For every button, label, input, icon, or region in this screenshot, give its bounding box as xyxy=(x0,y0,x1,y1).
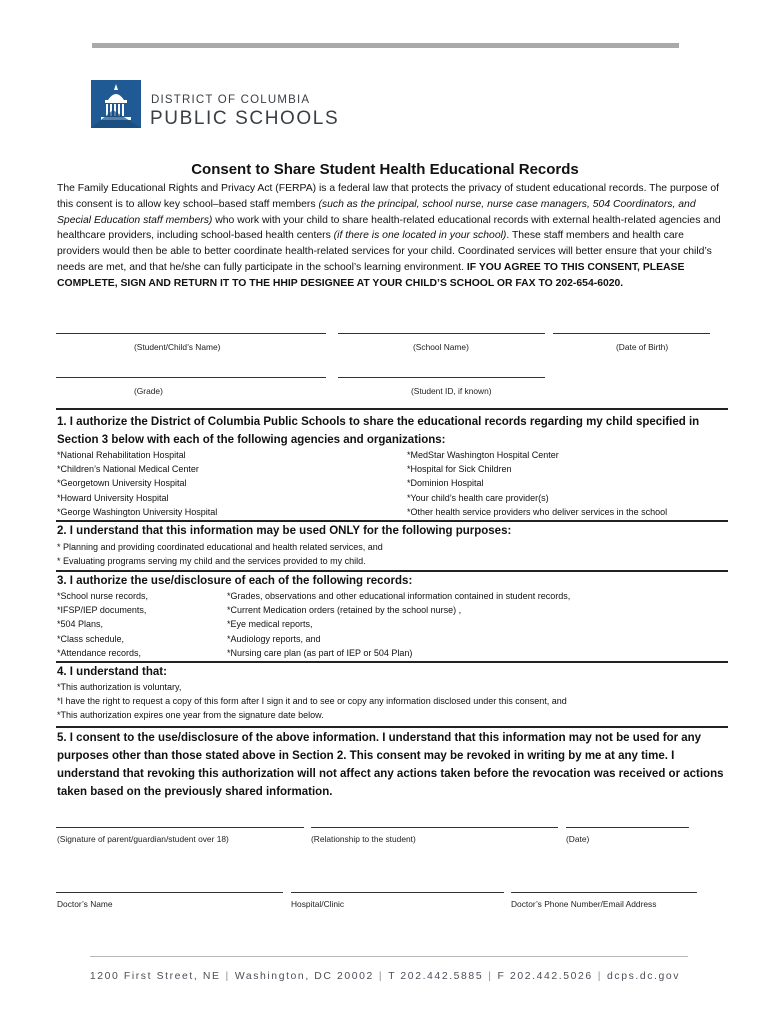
footer-city: Washington, DC 20002 xyxy=(234,971,374,982)
footer-rule xyxy=(90,956,688,957)
section-3-left-list xyxy=(57,589,148,660)
list-item: *Hospital for Sick Children xyxy=(407,464,512,475)
section-divider xyxy=(56,726,728,728)
header-rule xyxy=(92,43,679,48)
list-item: *National Rehabilitation Hospital xyxy=(57,450,186,460)
intro-paragraph xyxy=(57,181,722,292)
footer-phone: T 202.442.5885 xyxy=(388,971,484,982)
list-item: *This authorization expires one year from the signature date below. xyxy=(57,710,324,721)
signature-caption: (Signature of parent/guardian/student over 18) xyxy=(57,834,229,844)
section-4-list xyxy=(57,680,567,723)
dcps-logo-icon xyxy=(91,80,141,128)
section-1-right-list xyxy=(407,448,667,519)
list-item: *Nursing care plan (as part of IEP or 504 Plan) xyxy=(227,647,413,658)
section-4-heading: 4. I understand that: xyxy=(57,666,167,678)
school-name-field[interactable] xyxy=(338,333,545,334)
list-item: *I have the right to request a copy of this form after I sign it and to see or copy any information disclosed under this consent, and xyxy=(57,696,567,707)
page-title: Consent to Share Student Health Educational Records xyxy=(191,161,579,178)
section-3-heading: 3. I authorize the use/disclosure of each of the following records: xyxy=(57,575,413,587)
footer-separator: | xyxy=(378,971,384,982)
section-divider xyxy=(56,408,728,410)
section-1-heading: 1. I authorize the District of Columbia Public Schools to share the educational records regarding my child specified in Section 3 below with each of the following agencies and organizations: xyxy=(57,416,700,446)
intro-text: . These staff members and health care providers would then be able to better coordinate health-related services for your child. Coordinated services will better ensure that your child’s needs are met, and that he/she can fully participate in the school’s learning environment. xyxy=(57,230,712,273)
list-item: *MedStar Washington Hospital Center xyxy=(407,450,559,460)
date-field[interactable] xyxy=(566,827,689,828)
list-item: *Audiology reports, and xyxy=(227,633,321,644)
doctor-name-field[interactable] xyxy=(56,892,283,893)
intro-italic: (such as the principal, school nurse, nurse case managers, 504 Coordinators, and Special Education staff members) xyxy=(57,198,696,226)
list-item: *Grades, observations and other educational information contained in student records, xyxy=(227,591,571,601)
doctor-name-caption: Doctor’s Name xyxy=(57,899,113,909)
doctor-contact-field[interactable] xyxy=(511,892,697,893)
list-item: * Evaluating programs serving my child and the services provided to my child. xyxy=(57,556,366,567)
school-name-caption: (School Name) xyxy=(413,342,469,352)
list-item: *Children’s National Medical Center xyxy=(57,464,199,475)
list-item: *Other health service providers who deliver services in the school xyxy=(407,506,668,517)
list-item: *Your child’s health care provider(s) xyxy=(407,492,549,503)
grade-field[interactable] xyxy=(56,377,326,378)
list-item: *Class schedule, xyxy=(57,633,125,644)
student-id-field[interactable] xyxy=(338,377,545,378)
hospital-field[interactable] xyxy=(291,892,504,893)
footer-separator: | xyxy=(597,971,603,982)
footer-separator: | xyxy=(225,971,230,982)
intro-italic: (if there is one located in your school) xyxy=(333,230,507,242)
logo-text-top: DISTRICT OF COLUMBIA xyxy=(151,94,311,106)
intro-text: The Family Educational Rights and Privacy Act (FERPA) is a federal law that protects the privacy of student educational records. The purpose of this consent is to allow key school–based staff members xyxy=(57,183,720,210)
footer-contact xyxy=(0,971,770,982)
logo-text-bottom: PUBLIC SCHOOLS xyxy=(150,108,340,129)
footer-website-link[interactable]: dcps.dc.gov xyxy=(607,971,681,982)
relationship-field[interactable] xyxy=(311,827,558,828)
student-name-field[interactable] xyxy=(56,333,326,334)
list-item: *IFSP/IEP documents, xyxy=(57,605,147,616)
list-item: *Georgetown University Hospital xyxy=(57,478,187,489)
section-2-list xyxy=(57,540,383,568)
intro-text: who work with your child to share health-related educational records with external health-related agencies and healthcare providers, including school-based health centers xyxy=(57,214,721,242)
student-id-caption: (Student ID, if known) xyxy=(411,386,492,396)
section-5-heading: 5. I consent to the use/disclosure of the above information. I understand that this information may not be used for any purposes other than those stated above in Section 2. This consent may be revoked in writing by me at any time. I understand that revoking this authorization will not affect any actions taken before the revocation was received or actions taken based on the previously shared information. xyxy=(57,732,724,798)
signature-field[interactable] xyxy=(56,827,304,828)
date-caption: (Date) xyxy=(566,834,590,844)
section-3-right-list xyxy=(227,589,570,660)
footer-address: 1200 First Street, NE xyxy=(89,971,221,982)
list-item: *This authorization is voluntary, xyxy=(57,682,182,692)
list-item: *504 Plans, xyxy=(57,619,104,630)
doctor-contact-caption: Doctor’s Phone Number/Email Address xyxy=(511,899,657,909)
footer-separator: | xyxy=(488,971,493,982)
list-item: *Dominion Hospital xyxy=(407,478,484,489)
list-item: *Attendance records, xyxy=(57,647,142,658)
list-item: * Planning and providing coordinated educational and health related services, and xyxy=(57,542,383,552)
section-2-heading: 2. I understand that this information may be used ONLY for the following purposes: xyxy=(57,525,512,537)
student-name-caption: (Student/Child’s Name) xyxy=(134,342,221,352)
list-item: *School nurse records, xyxy=(57,591,149,601)
list-item: *Howard University Hospital xyxy=(57,492,169,503)
grade-caption: (Grade) xyxy=(134,386,163,396)
list-item: *George Washington University Hospital xyxy=(57,506,218,517)
section-1-left-list xyxy=(57,448,217,519)
hospital-caption: Hospital/Clinic xyxy=(291,899,345,909)
footer-fax: F 202.442.5026 xyxy=(497,971,593,982)
intro-instruction: IF YOU AGREE TO THIS CONSENT, PLEASE COMPLETE, SIGN AND RETURN IT TO THE HHIP DESIGNEE AT YOUR CHILD’S SCHOOL OR FAX TO 202-654-6020. xyxy=(57,261,685,289)
list-item: *Eye medical reports, xyxy=(227,619,313,630)
dob-caption: (Date of Birth) xyxy=(616,342,669,352)
list-item: *Current Medication orders (retained by the school nurse) , xyxy=(227,605,462,616)
relationship-caption: (Relationship to the student) xyxy=(311,834,416,844)
dob-field[interactable] xyxy=(553,333,710,334)
